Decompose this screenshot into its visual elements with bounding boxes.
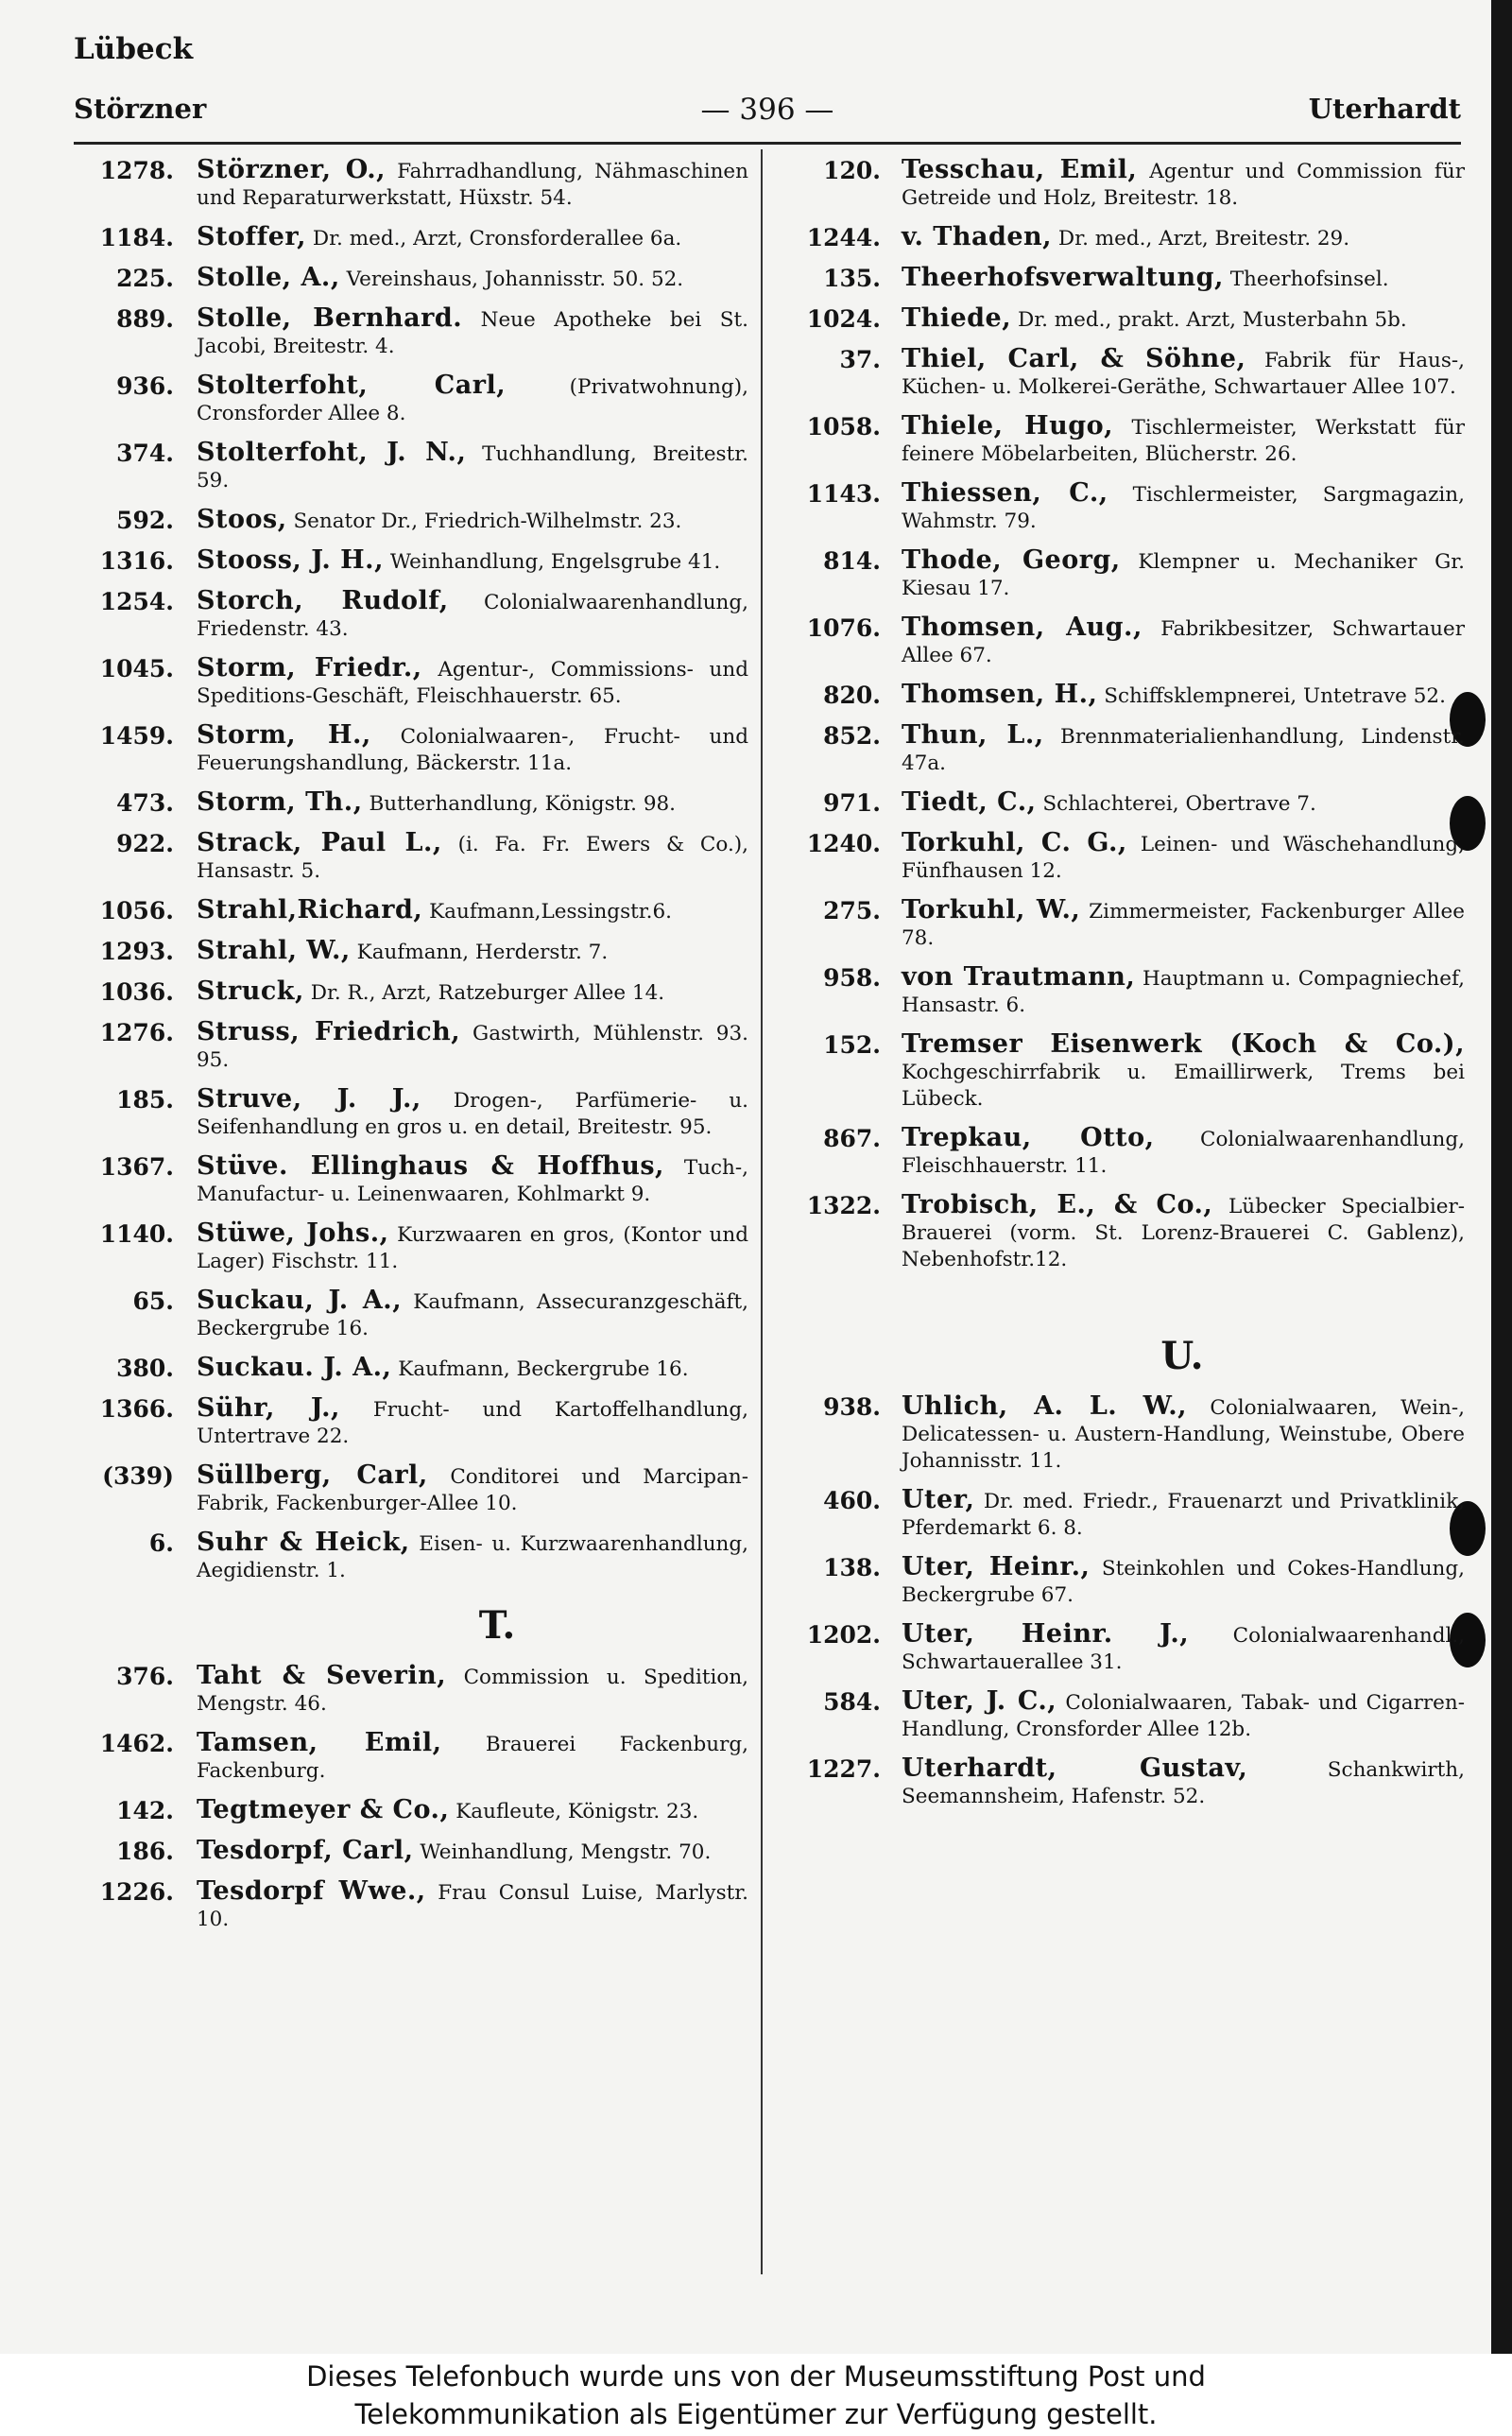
- directory-entry: [76, 1529, 748, 1584]
- subscriber-name: Stolle, A.,: [197, 263, 340, 292]
- subscriber-name: Uter, Heinr. J.,: [902, 1619, 1190, 1649]
- phone-number: 1226.: [99, 1878, 174, 1906]
- subscriber-name: Strahl, W.,: [197, 936, 351, 965]
- phone-number: 1316.: [99, 547, 174, 575]
- entry-body: [902, 346, 1465, 401]
- directory-entry: [76, 1730, 748, 1785]
- subscriber-details: Colonialwaaren, Wein-, Delicatessen- u. Austern-Handlung, Weinstube, Obere Johannisstr. 11.: [902, 1396, 1465, 1473]
- subscriber-name: Tesdorpf, Carl,: [197, 1836, 414, 1865]
- phone-number: 380.: [116, 1355, 174, 1382]
- subscriber-name: Uter,: [902, 1485, 975, 1514]
- entry-body: [197, 655, 748, 710]
- directory-entry: [76, 157, 748, 212]
- subscriber-name: Uter, J. C.,: [902, 1686, 1057, 1716]
- phone-number: 971.: [823, 789, 881, 817]
- subscriber-name: Störzner, O.,: [197, 155, 386, 184]
- phone-number: 852.: [823, 722, 881, 750]
- subscriber-name: Tremser Eisenwerk (Koch & Co.),: [902, 1029, 1465, 1059]
- directory-entry: [76, 1287, 748, 1342]
- subscriber-details: Zimmermeister, Fackenburger Allee 78.: [902, 900, 1466, 950]
- entry-body: [197, 1462, 748, 1517]
- directory-entry: [786, 1192, 1465, 1273]
- entry-body: [197, 1086, 748, 1141]
- directory-entry: [76, 507, 748, 535]
- subscriber-name: Storch, Rudolf,: [197, 586, 449, 615]
- subscriber-name: Torkuhl, W.,: [902, 895, 1081, 924]
- subscriber-name: von Trautmann,: [902, 962, 1136, 992]
- subscriber-details: Agentur-, Commissions- und Speditions-Geschäft, Fleischhauerstr. 65.: [197, 658, 748, 708]
- subscriber-details: Weinhandlung, Mengstr. 70.: [420, 1840, 712, 1864]
- entry-body: [902, 265, 1465, 293]
- directory-entry: [786, 1031, 1465, 1113]
- directory-entry: [786, 1487, 1465, 1542]
- phone-number: 65.: [132, 1287, 174, 1315]
- phone-number: 1076.: [806, 614, 881, 642]
- phone-number: 592.: [116, 507, 174, 534]
- directory-entry: [76, 588, 748, 643]
- phone-number: 1240.: [806, 830, 881, 857]
- phone-number: 6.: [148, 1529, 174, 1557]
- entry-body: [902, 830, 1465, 885]
- subscriber-name: Suckau. J. A.,: [197, 1353, 392, 1382]
- city-title: Lübeck: [74, 32, 194, 66]
- page-number: — 396 —: [700, 93, 834, 127]
- phone-number: 1244.: [806, 224, 881, 251]
- subscriber-details: Eisen- u. Kurzwaarenhandlung, Aegidienstr. 1.: [197, 1532, 748, 1582]
- entry-body: [902, 1688, 1465, 1743]
- subscriber-details: Colonialwaaren, Tabak- und Cigarren-Handlung, Cronsforder Allee 12b.: [902, 1691, 1465, 1741]
- phone-number: 1322.: [806, 1192, 881, 1219]
- entry-body: [197, 157, 748, 212]
- subscriber-details: Conditorei und Marcipan-Fabrik, Fackenburger-Allee 10.: [197, 1465, 748, 1515]
- directory-entry: [76, 978, 748, 1007]
- directory-entry: [786, 614, 1465, 669]
- phone-number: 1367.: [99, 1153, 174, 1181]
- directory-entry: [76, 547, 748, 576]
- phone-number: 1462.: [99, 1730, 174, 1757]
- subscriber-details: Kaufmann,Lessingstr.6.: [429, 900, 673, 924]
- phone-number: 185.: [116, 1086, 174, 1114]
- phone-number: 1058.: [806, 413, 881, 441]
- phone-number: 1140.: [99, 1220, 174, 1248]
- phone-number: 584.: [823, 1688, 881, 1716]
- phone-number: 374.: [116, 440, 174, 467]
- header-last-name: Uterhardt: [1308, 93, 1461, 125]
- phone-number: 1459.: [99, 722, 174, 750]
- subscriber-name: Suhr & Heick,: [197, 1528, 410, 1557]
- entry-body: [902, 1755, 1465, 1810]
- phone-number: 922.: [116, 830, 174, 857]
- subscriber-name: Thiele, Hugo,: [902, 411, 1114, 441]
- entry-list-u: [786, 1393, 1465, 1810]
- subscriber-details: Schankwirth, Seemannsheim, Hafenstr. 52.: [902, 1758, 1465, 1808]
- entry-body: [197, 547, 748, 576]
- header-first-name: Störzner: [74, 93, 207, 125]
- phone-number: 135.: [823, 265, 881, 292]
- subscriber-details: Commission u. Spedition, Mengstr. 46.: [197, 1666, 749, 1716]
- entry-body: [902, 1125, 1465, 1180]
- subscriber-name: v. Thaden,: [902, 222, 1053, 251]
- directory-entry: [76, 830, 748, 885]
- phone-number: 936.: [116, 372, 174, 400]
- directory-entry: [76, 789, 748, 818]
- subscriber-name: Strahl,Richard,: [197, 895, 423, 924]
- subscriber-details: Kaufmann, Herderstr. 7.: [356, 941, 609, 964]
- entry-body: [197, 1797, 748, 1825]
- entry-body: [197, 1153, 748, 1208]
- entry-body: [197, 372, 748, 427]
- subscriber-details: Fahrradhandlung, Nähmaschinen und Reparaturwerkstatt, Hüxstr. 54.: [197, 160, 748, 210]
- phone-number: 1036.: [99, 978, 174, 1006]
- subscriber-details: Tuchhandlung, Breitestr. 59.: [197, 442, 748, 492]
- column-divider: [761, 149, 763, 2274]
- subscriber-details: Schiffsklempnerei, Untetrave 52.: [1104, 684, 1446, 708]
- directory-entry: [786, 1688, 1465, 1743]
- entry-body: [197, 1355, 748, 1383]
- subscriber-name: Thiede,: [902, 303, 1012, 333]
- directory-entry: [786, 897, 1465, 952]
- directory-entry: [786, 265, 1465, 293]
- subscriber-details: Lübecker Specialbier-Brauerei (vorm. St. Lorenz-Brauerei C. Gablenz), Nebenhofstr.12.: [902, 1195, 1465, 1271]
- directory-entry: [76, 265, 748, 293]
- directory-entry: [786, 964, 1465, 1019]
- directory-entry: [76, 1153, 748, 1208]
- subscriber-details: Kochgeschirrfabrik u. Emaillirwerk, Trems bei Lübeck.: [902, 1061, 1465, 1111]
- directory-entry: [786, 305, 1465, 334]
- phone-number: 275.: [823, 897, 881, 924]
- entry-body: [197, 1878, 748, 1933]
- subscriber-details: Colonialwaarenhandlung, Fleischhauerstr. 11.: [902, 1128, 1465, 1178]
- directory-entry: [786, 722, 1465, 777]
- phone-number: 37.: [839, 346, 881, 373]
- subscriber-details: Tuch-, Manufactur- u. Leinenwaaren, Kohlmarkt 9.: [197, 1156, 748, 1206]
- subscriber-name: Storm, H.,: [197, 720, 371, 750]
- directory-entry: [76, 372, 748, 427]
- subscriber-name: Tiedt, C.,: [902, 787, 1037, 817]
- subscriber-name: Süllberg, Carl,: [197, 1460, 428, 1490]
- entry-body: [902, 1192, 1465, 1273]
- subscriber-name: Uterhardt, Gustav,: [902, 1754, 1248, 1783]
- phone-number: 142.: [116, 1797, 174, 1824]
- phone-number: 460.: [823, 1487, 881, 1514]
- subscriber-name: Tesschau, Emil,: [902, 155, 1138, 184]
- phone-number: 376.: [116, 1663, 174, 1690]
- subscriber-details: Dr. R., Arzt, Ratzeburger Allee 14.: [310, 981, 665, 1005]
- subscriber-details: Dr. med., prakt. Arzt, Musterbahn 5b.: [1017, 308, 1407, 332]
- directory-entry: [76, 722, 748, 777]
- subscriber-details: Frucht- und Kartoffelhandlung, Untertrave 22.: [197, 1398, 748, 1448]
- subscriber-details: Colonialwaarenhandlung, Friedenstr. 43.: [197, 591, 748, 641]
- subscriber-details: Neue Apotheke bei St. Jacobi, Breitestr. 4.: [197, 308, 748, 358]
- subscriber-name: Stolterfoht, J. N.,: [197, 438, 467, 467]
- section-letter-t: T.: [478, 1603, 516, 1648]
- entry-body: [197, 440, 748, 494]
- subscriber-name: Thomsen, Aug.,: [902, 613, 1143, 642]
- phone-number: 1293.: [99, 938, 174, 965]
- subscriber-name: Struck,: [197, 976, 304, 1006]
- entry-body: [902, 897, 1465, 952]
- section-letter-u: U.: [1160, 1334, 1204, 1378]
- phone-number: 473.: [116, 789, 174, 817]
- phone-number: 867.: [823, 1125, 881, 1152]
- subscriber-name: Stüve. Ellinghaus & Hoffhus,: [197, 1151, 664, 1181]
- subscriber-name: Storm, Th.,: [197, 787, 363, 817]
- entry-body: [902, 413, 1465, 468]
- subscriber-details: Kurzwaaren en gros, (Kontor und Lager) Fischstr. 11.: [197, 1223, 748, 1273]
- entry-body: [197, 1287, 748, 1342]
- entry-list-t: [76, 1663, 748, 1933]
- directory-entry: [76, 1462, 748, 1517]
- subscriber-name: Stüwe, Johs.,: [197, 1218, 389, 1248]
- subscriber-details: Fabrik für Haus-, Küchen- u. Molkerei-Geräthe, Schwartauer Allee 107.: [902, 349, 1465, 399]
- entry-body: [902, 964, 1465, 1019]
- entry-body: [902, 224, 1465, 252]
- subscriber-details: Hauptmann u. Compagniechef, Hansastr. 6.: [902, 967, 1465, 1017]
- entry-body: [902, 157, 1465, 212]
- phone-number: 1024.: [806, 305, 881, 333]
- phone-number: 120.: [823, 157, 881, 184]
- subscriber-details: Kaufleute, Königstr. 23.: [455, 1800, 699, 1823]
- subscriber-details: Dr. med., Arzt, Breitestr. 29.: [1057, 227, 1350, 251]
- entry-body: [902, 1554, 1465, 1609]
- archive-footer: [0, 2354, 1512, 2436]
- subscriber-name: Struve, J. J.,: [197, 1084, 421, 1114]
- subscriber-details: Colonialwaarenhandl., Schwartauerallee 31.: [902, 1624, 1466, 1674]
- subscriber-name: Suckau, J. A.,: [197, 1286, 403, 1315]
- directory-entry: [786, 1393, 1465, 1475]
- subscriber-name: Torkuhl, C. G.,: [902, 828, 1127, 857]
- entry-body: [197, 224, 748, 252]
- subscriber-name: Trepkau, Otto,: [902, 1123, 1155, 1152]
- phone-number: 1056.: [99, 897, 174, 924]
- phone-number: 225.: [116, 265, 174, 292]
- page-header: [74, 93, 1461, 132]
- directory-entry: [786, 224, 1465, 252]
- subscriber-details: Frau Consul Luise, Marlystr. 10.: [197, 1881, 748, 1931]
- phone-number: 1045.: [99, 655, 174, 682]
- directory-entry: [76, 938, 748, 966]
- directory-entry: [786, 830, 1465, 885]
- directory-entry: [76, 224, 748, 252]
- directory-entry: [76, 1395, 748, 1450]
- subscriber-details: Kaufmann, Beckergrube 16.: [398, 1357, 689, 1381]
- subscriber-name: Thode, Georg,: [902, 545, 1121, 575]
- entry-body: [197, 1663, 748, 1718]
- subscriber-details: Brennmaterialienhandlung, Lindenstr. 47a.: [902, 725, 1465, 775]
- subscriber-name: Trobisch, E., & Co.,: [902, 1190, 1213, 1219]
- entry-body: [197, 1730, 748, 1785]
- directory-entry: [76, 440, 748, 494]
- directory-entry: [76, 655, 748, 710]
- entry-body: [197, 305, 748, 360]
- entry-body: [197, 938, 748, 966]
- directory-entry: [786, 346, 1465, 401]
- directory-entry: [786, 157, 1465, 212]
- subscriber-details: Brauerei Fackenburg, Fackenburg.: [197, 1733, 748, 1783]
- directory-entry: [76, 1019, 748, 1074]
- directory-entry: [786, 789, 1465, 818]
- subscriber-name: Stolterfoht, Carl,: [197, 371, 507, 400]
- subscriber-name: Sühr, J.,: [197, 1393, 340, 1423]
- directory-entry: [76, 1355, 748, 1383]
- entry-body: [197, 1220, 748, 1275]
- left-column: [76, 157, 748, 1945]
- phone-number: 938.: [823, 1393, 881, 1421]
- phone-number: 814.: [823, 547, 881, 575]
- subscriber-name: Tesdorpf Wwe.,: [197, 1876, 426, 1906]
- phone-number: 138.: [823, 1554, 881, 1581]
- footer-line-2: Telekommunikation als Eigentümer zur Verfügung gestellt.: [354, 2398, 1158, 2430]
- subscriber-details: Schlachterei, Obertrave 7.: [1042, 792, 1316, 816]
- subscriber-details: Tischlermeister, Sargmagazin, Wahmstr. 79.: [902, 483, 1465, 533]
- entry-body: [902, 1621, 1465, 1676]
- entry-body: [902, 305, 1465, 334]
- subscriber-details: Butterhandlung, Königstr. 98.: [369, 792, 677, 816]
- phone-number: 889.: [116, 305, 174, 333]
- phone-number: 1276.: [99, 1019, 174, 1046]
- entry-body: [197, 1395, 748, 1450]
- subscriber-details: Colonialwaaren-, Frucht- und Feuerungshandlung, Bäckerstr. 11a.: [197, 725, 748, 775]
- phone-number: 1254.: [99, 588, 174, 615]
- entry-body: [197, 588, 748, 643]
- subscriber-details: Senator Dr., Friedrich-Wilhelmstr. 23.: [293, 510, 682, 533]
- subscriber-details: Dr. med., Arzt, Cronsforderallee 6a.: [312, 227, 682, 251]
- entry-body: [902, 682, 1465, 710]
- entry-body: [197, 722, 748, 777]
- subscriber-details: Fabrikbesitzer, Schwartauer Allee 67.: [902, 617, 1465, 667]
- directory-entry: [76, 1878, 748, 1933]
- directory-entry: [786, 1554, 1465, 1609]
- subscriber-name: Thiel, Carl, & Söhne,: [902, 344, 1246, 373]
- entry-body: [197, 789, 748, 818]
- directory-entry: [76, 1663, 748, 1718]
- subscriber-details: Vereinshaus, Johannisstr. 50. 52.: [346, 268, 684, 291]
- subscriber-name: Stolle, Bernhard.: [197, 303, 463, 333]
- phone-number: 820.: [823, 682, 881, 709]
- right-column: [786, 157, 1465, 1823]
- directory-entry: [786, 547, 1465, 602]
- entry-body: [197, 830, 748, 885]
- directory-entry: [76, 1838, 748, 1866]
- directory-entry: [786, 1755, 1465, 1810]
- phone-number: 1184.: [99, 224, 174, 251]
- phone-number: 1278.: [99, 157, 174, 184]
- entry-body: [902, 547, 1465, 602]
- directory-entry: [786, 682, 1465, 710]
- entry-body: [902, 614, 1465, 669]
- entry-body: [197, 897, 748, 925]
- subscriber-details: Gastwirth, Mühlenstr. 93. 95.: [197, 1022, 748, 1072]
- subscriber-name: Thun, L.,: [902, 720, 1044, 750]
- subscriber-name: Tegtmeyer & Co.,: [197, 1795, 450, 1824]
- entry-body: [902, 480, 1465, 535]
- entry-body: [902, 1393, 1465, 1475]
- subscriber-details: Drogen-, Parfümerie- u. Seifenhandlung en gros u. en detail, Breitestr. 95.: [197, 1089, 748, 1139]
- phone-number: 1366.: [99, 1395, 174, 1423]
- subscriber-details: Kaufmann, Assecuranzgeschäft, Beckergrube 16.: [197, 1290, 748, 1340]
- subscriber-details: Agentur und Commission für Getreide und Holz, Breitestr. 18.: [902, 160, 1465, 210]
- directory-entry: [786, 480, 1465, 535]
- directory-entry: [786, 413, 1465, 468]
- phone-number: 1202.: [806, 1621, 881, 1649]
- entry-body: [197, 1838, 748, 1866]
- subscriber-details: Dr. med. Friedr., Frauenarzt und Privatklinik, Pferdemarkt 6. 8.: [902, 1490, 1465, 1540]
- entry-body: [902, 722, 1465, 777]
- directory-entry: [76, 1797, 748, 1825]
- directory-entry: [786, 1125, 1465, 1180]
- directory-entry: [76, 1086, 748, 1141]
- subscriber-details: (i. Fa. Fr. Ewers & Co.), Hansastr. 5.: [197, 833, 748, 883]
- directory-entry: [76, 305, 748, 360]
- directory-entry: [76, 1220, 748, 1275]
- subscriber-name: Strack, Paul L.,: [197, 828, 442, 857]
- phone-number: 1227.: [806, 1755, 881, 1783]
- entry-body: [197, 507, 748, 535]
- page-edge-shadow: [1491, 0, 1512, 2354]
- subscriber-name: Thiessen, C.,: [902, 478, 1108, 508]
- entry-body: [197, 1529, 748, 1584]
- subscriber-name: Taht & Severin,: [197, 1661, 447, 1690]
- subscriber-details: Klempner u. Mechaniker Gr. Kiesau 17.: [902, 550, 1465, 600]
- directory-entry: [76, 897, 748, 925]
- subscriber-name: Uter, Heinr.,: [902, 1552, 1091, 1581]
- entry-body: [197, 265, 748, 293]
- entry-body: [902, 789, 1465, 818]
- phone-number: 1143.: [806, 480, 881, 508]
- subscriber-details: Tischlermeister, Werkstatt für feinere Möbelarbeiten, Blücherstr. 26.: [902, 416, 1465, 466]
- subscriber-name: Thomsen, H.,: [902, 680, 1098, 709]
- subscriber-name: Stooss, J. H.,: [197, 545, 384, 575]
- subscriber-details: (Privatwohnung), Cronsforder Allee 8.: [197, 375, 748, 425]
- phone-number: 186.: [116, 1838, 174, 1865]
- directory-entry: [786, 1621, 1465, 1676]
- phone-number: (339): [102, 1462, 174, 1490]
- footer-line-1: Dieses Telefonbuch wurde uns von der Museumsstiftung Post und: [306, 2360, 1206, 2393]
- entry-body: [902, 1487, 1465, 1542]
- subscriber-name: Theerhofsverwaltung,: [902, 263, 1224, 292]
- subscriber-details: Steinkohlen und Cokes-Handlung, Beckergrube 67.: [902, 1557, 1465, 1607]
- entry-list-s: [76, 157, 748, 1584]
- subscriber-name: Tamsen, Emil,: [197, 1728, 442, 1757]
- phone-number: 958.: [823, 964, 881, 992]
- phone-number: 152.: [823, 1031, 881, 1059]
- subscriber-name: Stoos,: [197, 505, 287, 534]
- header-rule: [74, 142, 1461, 145]
- subscriber-name: Storm, Friedr.,: [197, 653, 422, 682]
- entry-body: [902, 1031, 1465, 1113]
- subscriber-details: Theerhofsinsel.: [1229, 268, 1389, 291]
- subscriber-name: Uhlich, A. L. W.,: [902, 1391, 1188, 1421]
- entry-body: [197, 978, 748, 1007]
- subscriber-name: Stoffer,: [197, 222, 307, 251]
- subscriber-details: Leinen- und Wäschehandlung, Fünfhausen 12.: [902, 833, 1465, 883]
- subscriber-name: Struss, Friedrich,: [197, 1017, 461, 1046]
- entry-list-t-cont: [786, 157, 1465, 1273]
- subscriber-details: Weinhandlung, Engelsgrube 41.: [389, 550, 721, 574]
- entry-body: [197, 1019, 748, 1074]
